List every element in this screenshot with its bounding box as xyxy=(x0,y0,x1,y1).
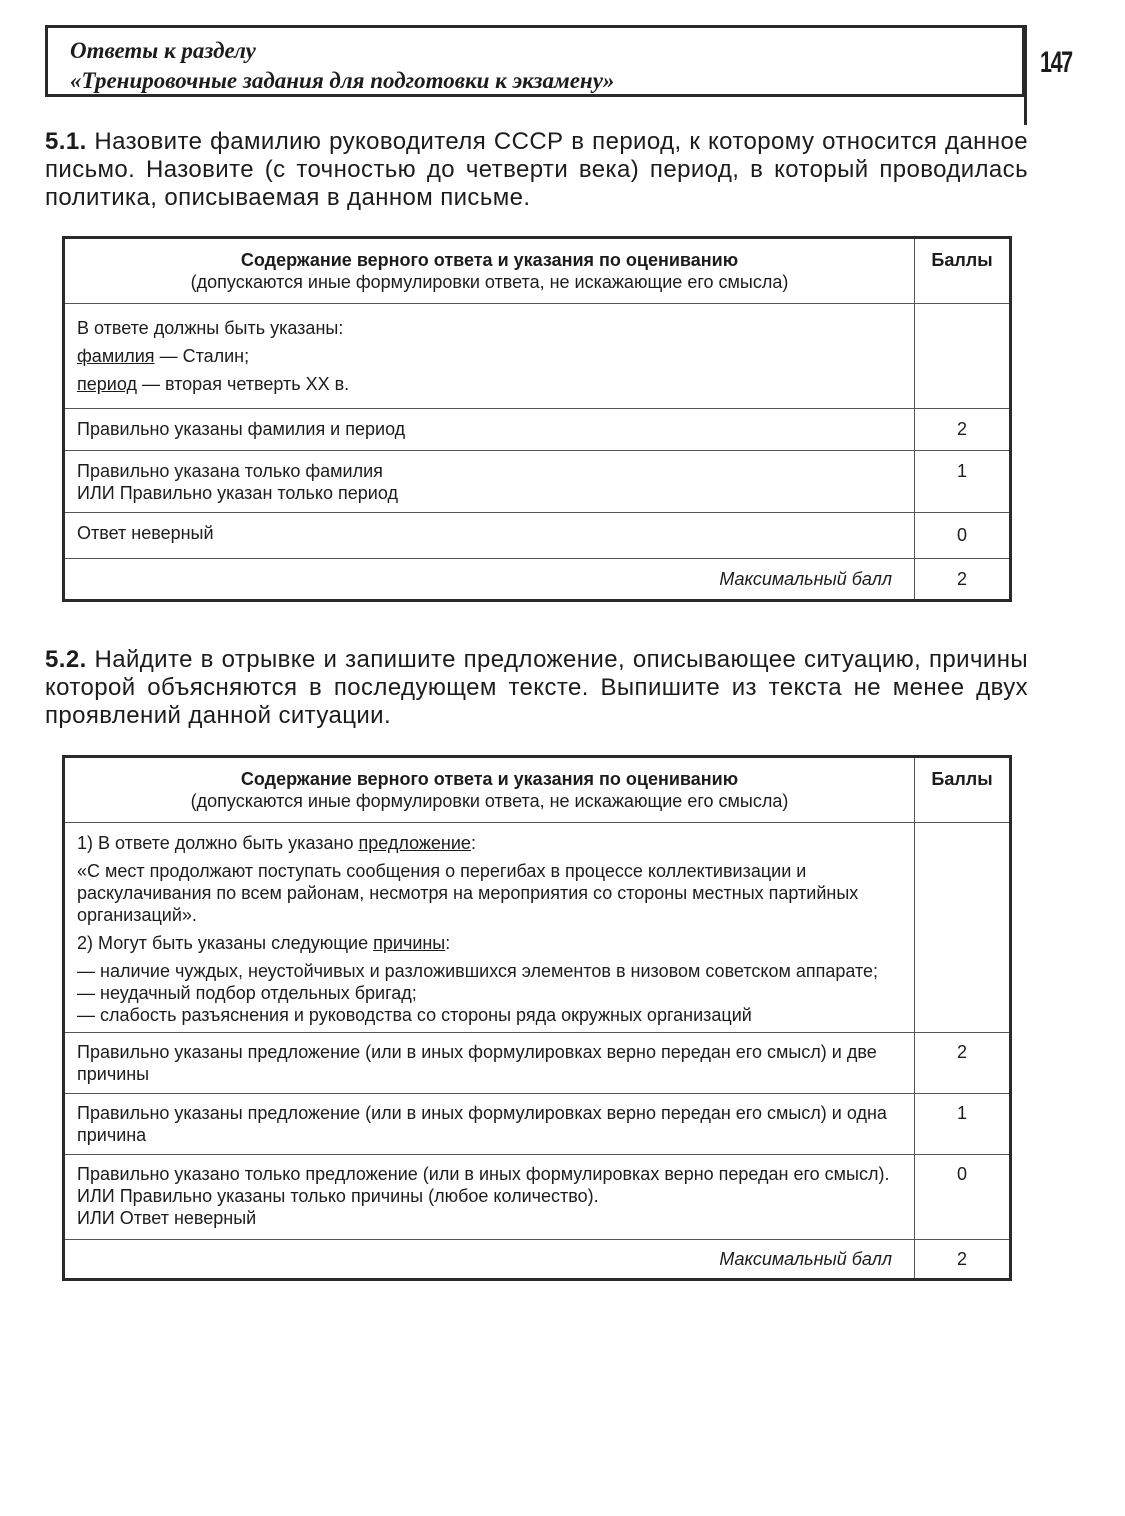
criterion-points: 1 xyxy=(915,1094,1011,1155)
table-header-points: Баллы xyxy=(915,238,1011,304)
criterion-text: Правильно указаны фамилия и период xyxy=(64,409,915,451)
criterion-text: Правильно указаны предложение (или в иных формулировках верно передан его смысл) и одна причина xyxy=(64,1094,915,1155)
answer-line-surname xyxy=(77,342,902,370)
criterion-points: 1 xyxy=(915,451,1011,513)
question-5-2 xyxy=(45,646,1028,730)
section-header-line2: «Тренировочные задания для подготовки к экзамену» xyxy=(70,68,615,93)
reason-item: — наличие чуждых, неустойчивых и разложившихся элементов в низовом советском аппарате; xyxy=(77,961,879,981)
answer-point-1-prefix: 1) В ответе должно быть указано xyxy=(77,833,359,853)
table-header-points: Баллы xyxy=(915,757,1011,823)
page-number: 147 xyxy=(1040,46,1072,79)
question-5-1 xyxy=(45,128,1028,212)
criterion-points: 0 xyxy=(915,513,1011,559)
table-row xyxy=(64,1155,1011,1240)
table-header-row xyxy=(64,238,1011,304)
max-score-value: 2 xyxy=(915,1240,1011,1280)
reason-item: — неудачный подбор отдельных бригад; xyxy=(77,983,417,1003)
criterion-line: ИЛИ Ответ неверный xyxy=(77,1208,257,1228)
question-number: 5.2. xyxy=(45,646,87,673)
reason-item: — слабость разъяснения и руководства со стороны ряда окружных организаций xyxy=(77,1005,752,1025)
question-text: Назовите фамилию руководителя СССР в период, к которому относится данное письмо. Назовите (с точностью до четверти века) период, в который проводилась политика, описываемая в данном письме. xyxy=(45,128,1028,211)
answer-point-1 xyxy=(77,832,902,854)
table-header-row xyxy=(64,757,1011,823)
answer-content xyxy=(64,823,915,1033)
table-header-title: Содержание верного ответа и указания по оцениванию xyxy=(240,769,739,789)
table-row-max xyxy=(64,1240,1011,1280)
answer-period-value: — вторая четверть XX в. xyxy=(136,374,350,394)
answer-intro: В ответе должны быть указаны: xyxy=(77,318,344,338)
criterion-points: 2 xyxy=(915,409,1011,451)
answer-points-empty xyxy=(915,823,1011,1033)
answer-content xyxy=(64,304,915,409)
answer-point-2 xyxy=(77,932,902,954)
table-header-title: Содержание верного ответа и указания по оцениванию xyxy=(240,250,739,270)
max-score-label: Максимальный балл xyxy=(64,1240,915,1280)
answer-point-2-suffix: : xyxy=(445,933,451,953)
answer-surname-value: — Сталин; xyxy=(154,346,250,366)
criterion-line: Правильно указана только фамилия xyxy=(77,461,383,481)
answer-point-2-prefix: 2) Могут быть указаны следующие xyxy=(77,933,374,953)
table-row xyxy=(64,1094,1011,1155)
criterion-points: 0 xyxy=(915,1155,1011,1240)
table-header-subtitle: (допускаются иные формулировки ответа, не искажающие его смысла) xyxy=(190,791,789,811)
section-header xyxy=(45,25,1025,97)
grading-table-5-1 xyxy=(62,236,1012,602)
table-row-max xyxy=(64,559,1011,601)
table-header-content xyxy=(64,238,915,304)
answer-points-empty xyxy=(915,304,1011,409)
question-number: 5.1. xyxy=(45,128,87,155)
answer-point-1-suffix: : xyxy=(470,833,476,853)
criterion-text xyxy=(64,1155,915,1240)
grading-table-5-2 xyxy=(62,755,1012,1281)
table-row-answer xyxy=(64,304,1011,409)
term-surname: фамилия xyxy=(77,346,155,366)
criterion-text: Ответ неверный xyxy=(64,513,915,559)
max-score-label: Максимальный балл xyxy=(64,559,915,601)
criterion-line: ИЛИ Правильно указан только период xyxy=(77,483,398,503)
criterion-line: ИЛИ Правильно указаны только причины (любое количество). xyxy=(77,1186,599,1206)
header-side-rule xyxy=(1024,25,1027,125)
criterion-line: Правильно указано только предложение (или в иных формулировках верно передан его смысл). xyxy=(77,1164,890,1184)
question-text: Найдите в отрывке и запишите предложение, описывающее ситуацию, причины которой объясняются в последующем тексте. Выпишите из текста не менее двух проявлений данной ситуации. xyxy=(45,646,1028,729)
max-score-value: 2 xyxy=(915,559,1011,601)
table-row xyxy=(64,513,1011,559)
table-row xyxy=(64,451,1011,513)
term-reasons: причины xyxy=(373,933,446,953)
table-row xyxy=(64,409,1011,451)
table-row-answer xyxy=(64,823,1011,1033)
table-header-subtitle: (допускаются иные формулировки ответа, не искажающие его смысла) xyxy=(190,272,789,292)
criterion-points: 2 xyxy=(915,1033,1011,1094)
answer-quote: «С мест продолжают поступать сообщения о перегибах в процессе коллективизации и раскулачивания по всем районам, несмотря на мероприятия со стороны местных партийных организаций». xyxy=(77,861,859,925)
answer-line-period xyxy=(77,370,902,398)
criterion-text xyxy=(64,451,915,513)
table-row xyxy=(64,1033,1011,1094)
section-header-line1: Ответы к разделу xyxy=(70,38,256,63)
term-period: период xyxy=(77,374,137,394)
criterion-text: Правильно указаны предложение (или в иных формулировках верно передан его смысл) и две причины xyxy=(64,1033,915,1094)
table-header-content xyxy=(64,757,915,823)
term-sentence: предложение xyxy=(358,833,471,853)
